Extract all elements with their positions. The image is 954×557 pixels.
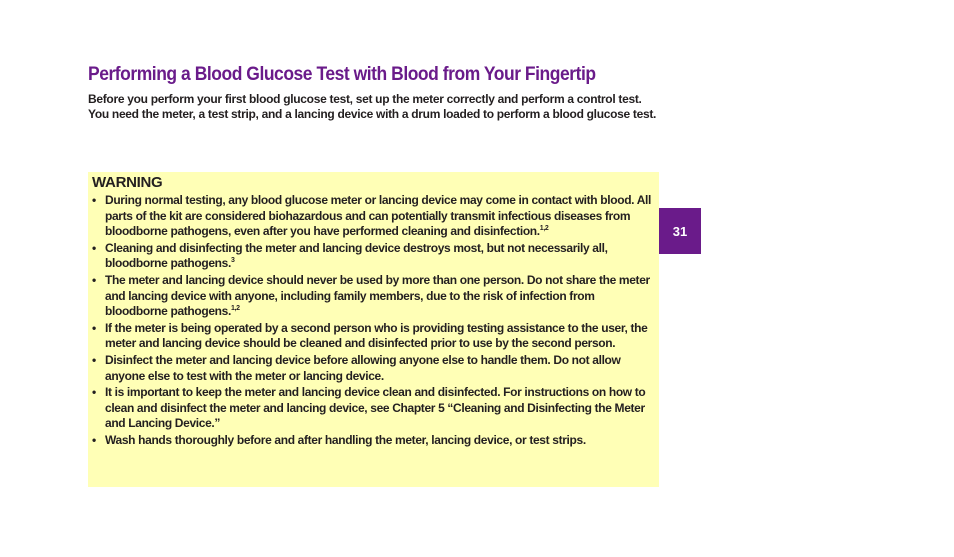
intro-paragraph: Before you perform your first blood glucose test, set up the meter correctly and perform a control test. You need the meter, a test strip, and a lancing device with a drum loaded to perform a blood glucose test. [88,92,657,121]
warning-item-text: Cleaning and disinfecting the meter and lancing device destroys most, but not necessarily all, bloodborne pathogens. [105,240,608,271]
warning-item-text: Wash hands thoroughly before and after handling the meter, lancing device, or test strips. [105,432,586,447]
reference-superscript: 3 [230,257,235,265]
bullet-icon: • [92,240,96,255]
warning-box [88,172,659,487]
bullet-icon: • [92,432,96,447]
page-number: 31 [672,223,688,239]
warning-item-text: The meter and lancing device should never be used by more than one person. Do not share the meter and lancing device with anyone, including family members, due to the risk of infection from bloodborne pathogens. [105,272,650,319]
warning-item [92,433,656,449]
bullet-icon: • [92,385,96,400]
warning-item [92,385,656,432]
warning-item [92,273,656,320]
warning-item [92,241,656,272]
warning-item-text: During normal testing, any blood glucose meter or lancing device may come in contact with blood. All parts of the kit are considered biohazardous and can potentially transmit infectious diseases from bloodborne pathogens, even after you have performed cleaning and disinfection. [105,193,651,239]
warning-item-text: It is important to keep the meter and lancing device clean and disinfected. For instructions on how to clean and disinfect the meter and lancing device, see Chapter 5 “Cleaning and Disinfecting the Meter and Lancing Device.” [105,385,646,431]
warning-heading: WARNING [92,174,163,191]
warning-item-text: If the meter is being operated by a second person who is providing testing assistance to the user, the meter and lancing device should be cleaned and disinfected prior to use by the second person. [105,320,648,351]
reference-superscript: 1,2 [539,225,549,233]
warning-item [92,193,656,240]
bullet-icon: • [92,272,96,287]
warning-item [92,353,656,384]
warning-item-text: Disinfect the meter and lancing device before allowing anyone else to handle them. Do not allow anyone else to test with the meter or lancing device. [105,352,621,383]
bullet-icon: • [92,352,96,367]
reference-superscript: 1,2 [230,305,240,313]
page-title: Performing a Blood Glucose Test with Blood from Your Fingertip [88,64,596,85]
warning-item [92,321,656,352]
bullet-icon: • [92,193,96,207]
page-number-tab [659,208,701,254]
bullet-icon: • [92,320,96,335]
warning-list [92,193,656,449]
